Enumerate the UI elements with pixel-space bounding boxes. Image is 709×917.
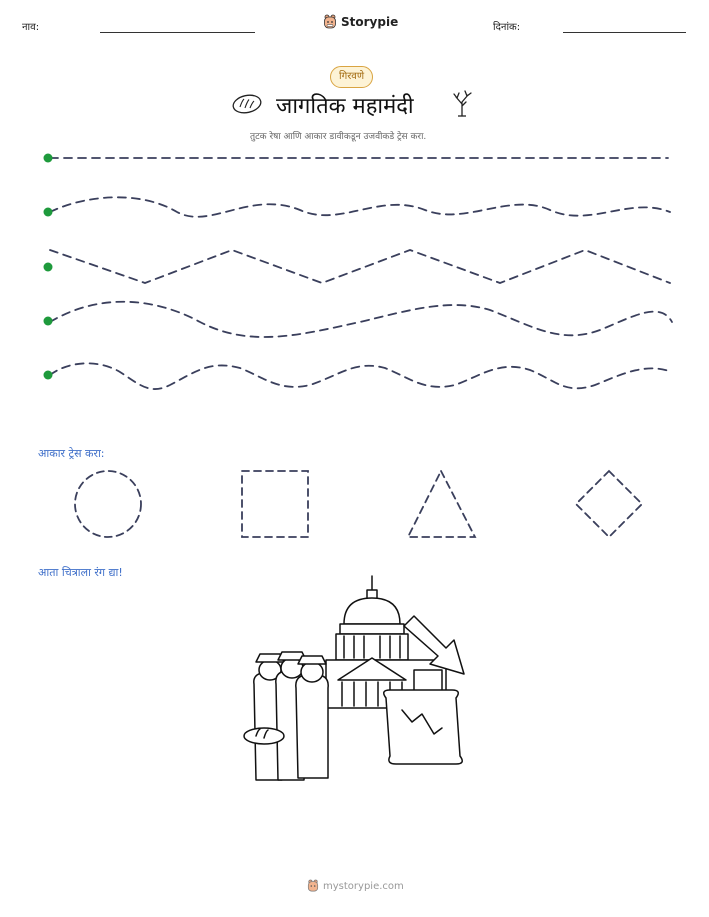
storypie-mascot-icon	[323, 14, 337, 30]
tracing-line-bumpy-wave	[50, 363, 672, 389]
brand-logo	[323, 14, 398, 30]
shapes-section-label: आकार ट्रेस करा:	[38, 447, 105, 460]
instruction-text: तुटक रेषा आणि आकार डावीकडून उजवीकडे ट्रेस करा.	[250, 132, 427, 142]
footer-site-link[interactable]: mystorypie.com	[323, 880, 404, 892]
trace-square	[242, 471, 308, 537]
category-tag: गिरवणे	[330, 66, 373, 88]
tracing-line-zigzag	[50, 250, 670, 283]
date-label: दिनांक:	[493, 22, 521, 33]
name-line[interactable]	[100, 32, 255, 33]
tracing-line-wide-wave	[50, 302, 672, 337]
start-dot-4	[44, 317, 53, 326]
great-depression-illustration	[230, 572, 480, 784]
page-title: जागतिक महामंदी	[276, 94, 414, 119]
tracing-line-wave	[50, 197, 670, 216]
bare-tree-icon	[450, 88, 474, 118]
name-label: नाव:	[22, 22, 40, 33]
date-line[interactable]	[563, 32, 686, 33]
brand-name: Storypie	[341, 15, 399, 29]
start-dot-5	[44, 371, 53, 380]
coloring-section-label: आता चित्राला रंग द्या!	[38, 566, 123, 579]
trace-triangle	[408, 471, 475, 537]
trace-diamond	[576, 471, 642, 537]
start-dot-1	[44, 154, 53, 163]
storypie-mascot-icon	[307, 879, 319, 893]
trace-shapes	[0, 465, 709, 545]
tracing-lines-area	[0, 140, 709, 400]
bread-icon	[231, 93, 263, 115]
start-dot-3	[44, 263, 53, 272]
start-dot-2	[44, 208, 53, 217]
footer	[307, 879, 404, 893]
trace-circle	[75, 471, 141, 537]
